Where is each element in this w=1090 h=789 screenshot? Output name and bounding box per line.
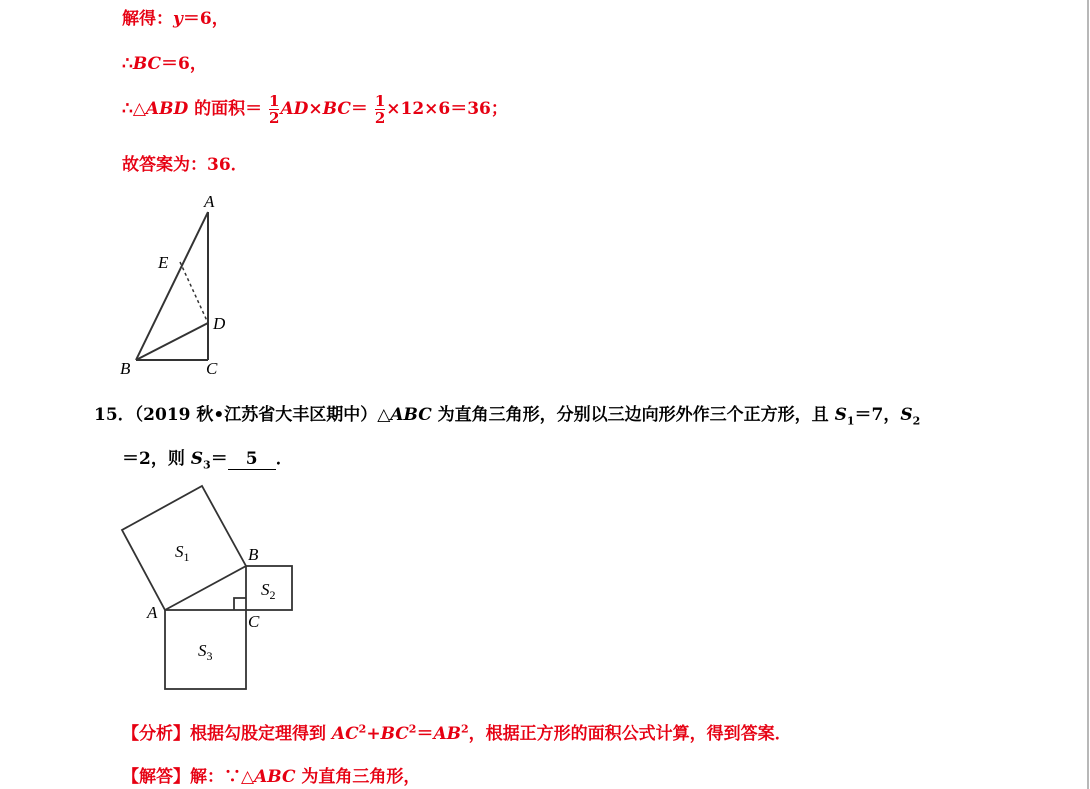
- label-b: B: [120, 359, 131, 378]
- text: ＝7，: [854, 405, 901, 425]
- answer-blank: 5: [228, 449, 276, 470]
- sup: 2: [461, 722, 469, 736]
- answer-line: [122, 762, 420, 787]
- label-s1: $S_1$: [175, 542, 190, 564]
- label-c: C: [206, 359, 218, 378]
- figure-triangle-abd: [136, 212, 208, 360]
- text: 根据勾股定理得到: [190, 724, 332, 744]
- var: S: [834, 405, 847, 425]
- sup: 2: [358, 722, 367, 736]
- text: 为直角三角形，: [295, 767, 421, 787]
- text: ＝6，: [161, 54, 207, 74]
- var: ABC: [390, 405, 432, 425]
- text: ＝: [416, 724, 434, 744]
- text: 的面积＝: [188, 99, 263, 119]
- text: ．: [275, 449, 293, 469]
- var: BC: [322, 99, 351, 119]
- numerator: 1: [269, 92, 280, 110]
- sub: 1: [846, 414, 855, 428]
- var: ABC: [254, 767, 296, 787]
- solution-line-4: 故答案为：36．: [122, 155, 248, 175]
- sub: 3: [203, 458, 211, 472]
- text: △: [377, 405, 391, 425]
- question-source: （2019 秋•江苏省大丰区期中）: [134, 405, 378, 425]
- var: BC: [380, 724, 409, 744]
- var: BC: [132, 54, 162, 74]
- text: 解得：: [122, 9, 173, 29]
- text: 为直角三角形，分别以三边向形外作三个正方形，且: [431, 405, 835, 425]
- label-a: A: [204, 192, 215, 211]
- label-c2: C: [248, 612, 260, 631]
- var: ABD: [145, 99, 189, 119]
- analysis-tag: 【分析】: [122, 724, 190, 744]
- answer-tag: 【解答】: [122, 767, 190, 787]
- label-d: D: [213, 314, 226, 333]
- label-s2: $S_2$: [261, 580, 276, 602]
- text: ×: [308, 99, 323, 119]
- sub: 2: [912, 414, 921, 428]
- text: 解：∵△: [190, 767, 255, 787]
- label-b2: B: [248, 545, 259, 564]
- sup: 2: [408, 722, 417, 736]
- denominator: 2: [374, 109, 386, 127]
- var: S: [190, 449, 204, 469]
- text: +: [366, 724, 381, 744]
- text: ＝6，: [182, 9, 229, 29]
- question-15-line-2: [122, 444, 293, 471]
- question-number: 15．: [94, 405, 135, 425]
- var: AB: [433, 724, 461, 744]
- label-s3: $S_3$: [198, 641, 213, 663]
- question-15-line-1: [94, 400, 920, 427]
- numerator: 1: [374, 92, 386, 110]
- text: ，根据正方形的面积公式计算，得到答案．: [468, 724, 792, 744]
- text: ＝: [210, 449, 228, 469]
- label-e: E: [158, 253, 169, 272]
- var: y: [173, 9, 183, 29]
- var: AC: [331, 724, 359, 744]
- text: ×12×6＝36；: [386, 99, 508, 119]
- var: S: [900, 405, 913, 425]
- analysis-line: [122, 719, 792, 744]
- denominator: 2: [269, 109, 280, 127]
- text: ∴: [122, 54, 133, 74]
- label-a2: A: [147, 603, 158, 622]
- text: ＝: [350, 99, 368, 119]
- text: ＝2，则: [122, 449, 191, 469]
- text: ∴△: [122, 99, 146, 119]
- var: AD: [280, 99, 309, 119]
